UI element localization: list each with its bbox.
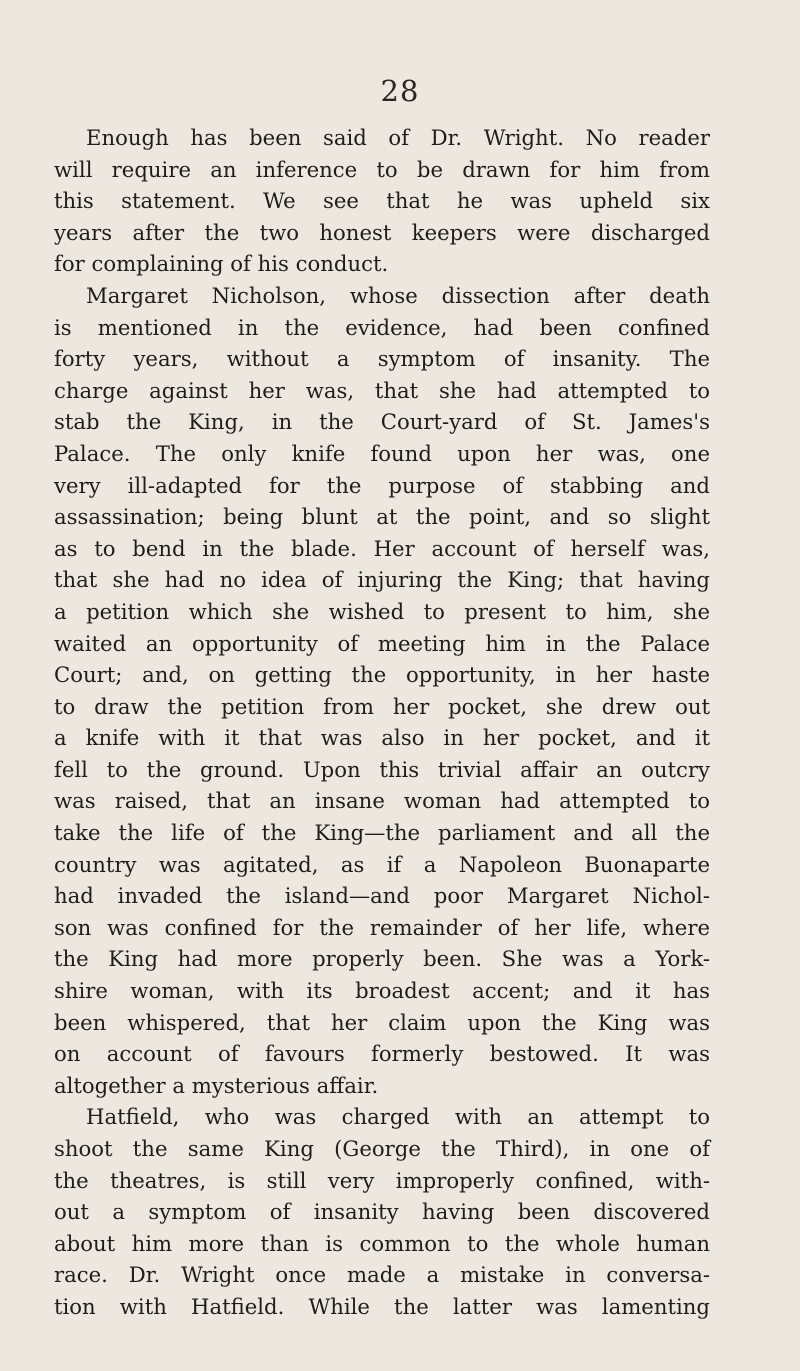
text-line: the theatres, is still very improperly confined, with- xyxy=(54,1167,710,1193)
text-line: on account of favours formerly bestowed. It was xyxy=(54,1041,710,1067)
text-line: was raised, that an insane woman had attempted to xyxy=(54,788,710,814)
text-line: been whispered, that her claim upon the King was xyxy=(54,1009,710,1035)
text-line: that she had no idea of injuring the King; that having xyxy=(54,567,710,593)
text-line: Hatfield, who was charged with an attempt to xyxy=(86,1104,710,1130)
text-line: to draw the petition from her pocket, she drew out xyxy=(54,693,710,719)
text-line: years after the two honest keepers were discharged xyxy=(54,219,710,245)
text-line: tion with Hatfield. While the latter was lamenting xyxy=(54,1293,710,1319)
text-line: Margaret Nicholson, whose dissection after death xyxy=(86,282,710,308)
text-line: assassination; being blunt at the point, and so slight xyxy=(54,504,710,530)
text-line: had invaded the island—and poor Margaret Nichol- xyxy=(54,883,710,909)
text-line: Palace. The only knife found upon her was, one xyxy=(54,440,710,466)
text-line: fell to the ground. Upon this trivial affair an outcry xyxy=(54,756,710,782)
text-line: is mentioned in the evidence, had been confined xyxy=(54,314,710,340)
text-line: about him more than is common to the whole human xyxy=(54,1230,710,1256)
text-line: this statement. We see that he was upheld six xyxy=(54,188,710,214)
text-line: take the life of the King—the parliament and all the xyxy=(54,820,710,846)
text-line: out a symptom of insanity having been discovered xyxy=(54,1199,710,1225)
text-line: for complaining of his conduct. xyxy=(54,251,389,277)
text-line: as to bend in the blade. Her account of herself was, xyxy=(54,535,710,561)
text-line: Enough has been said of Dr. Wright. No reader xyxy=(86,125,710,150)
text-line: stab the King, in the Court-yard of St. James's xyxy=(54,409,710,435)
body-text xyxy=(54,122,710,1323)
text-line: race. Dr. Wright once made a mistake in conversa- xyxy=(54,1262,710,1288)
text-line: waited an opportunity of meeting him in the Palace xyxy=(54,630,710,656)
text-line: a knife with it that was also in her pocket, and it xyxy=(54,725,710,751)
text-line: altogether a mysterious affair. xyxy=(54,1072,379,1098)
text-line: Court; and, on getting the opportunity, in her haste xyxy=(54,662,710,688)
text-line: very ill-adapted for the purpose of stabbing and xyxy=(54,472,710,498)
text-line: country was agitated, as if a Napoleon Buonaparte xyxy=(54,851,710,877)
text-line: son was confined for the remainder of her life, where xyxy=(54,914,710,940)
text-line: will require an inference to be drawn for him from xyxy=(54,156,710,182)
text-line: forty years, without a symptom of insanity. The xyxy=(54,346,710,372)
text-line: shoot the same King (George the Third), in one of xyxy=(54,1136,710,1161)
text-line: charge against her was, that she had attempted to xyxy=(54,377,710,403)
text-line: the King had more properly been. She was a York- xyxy=(54,946,710,972)
text-line: a petition which she wished to present to him, she xyxy=(54,598,710,624)
page-number: 28 xyxy=(380,74,420,108)
text-line: shire woman, with its broadest accent; and it has xyxy=(54,978,710,1004)
